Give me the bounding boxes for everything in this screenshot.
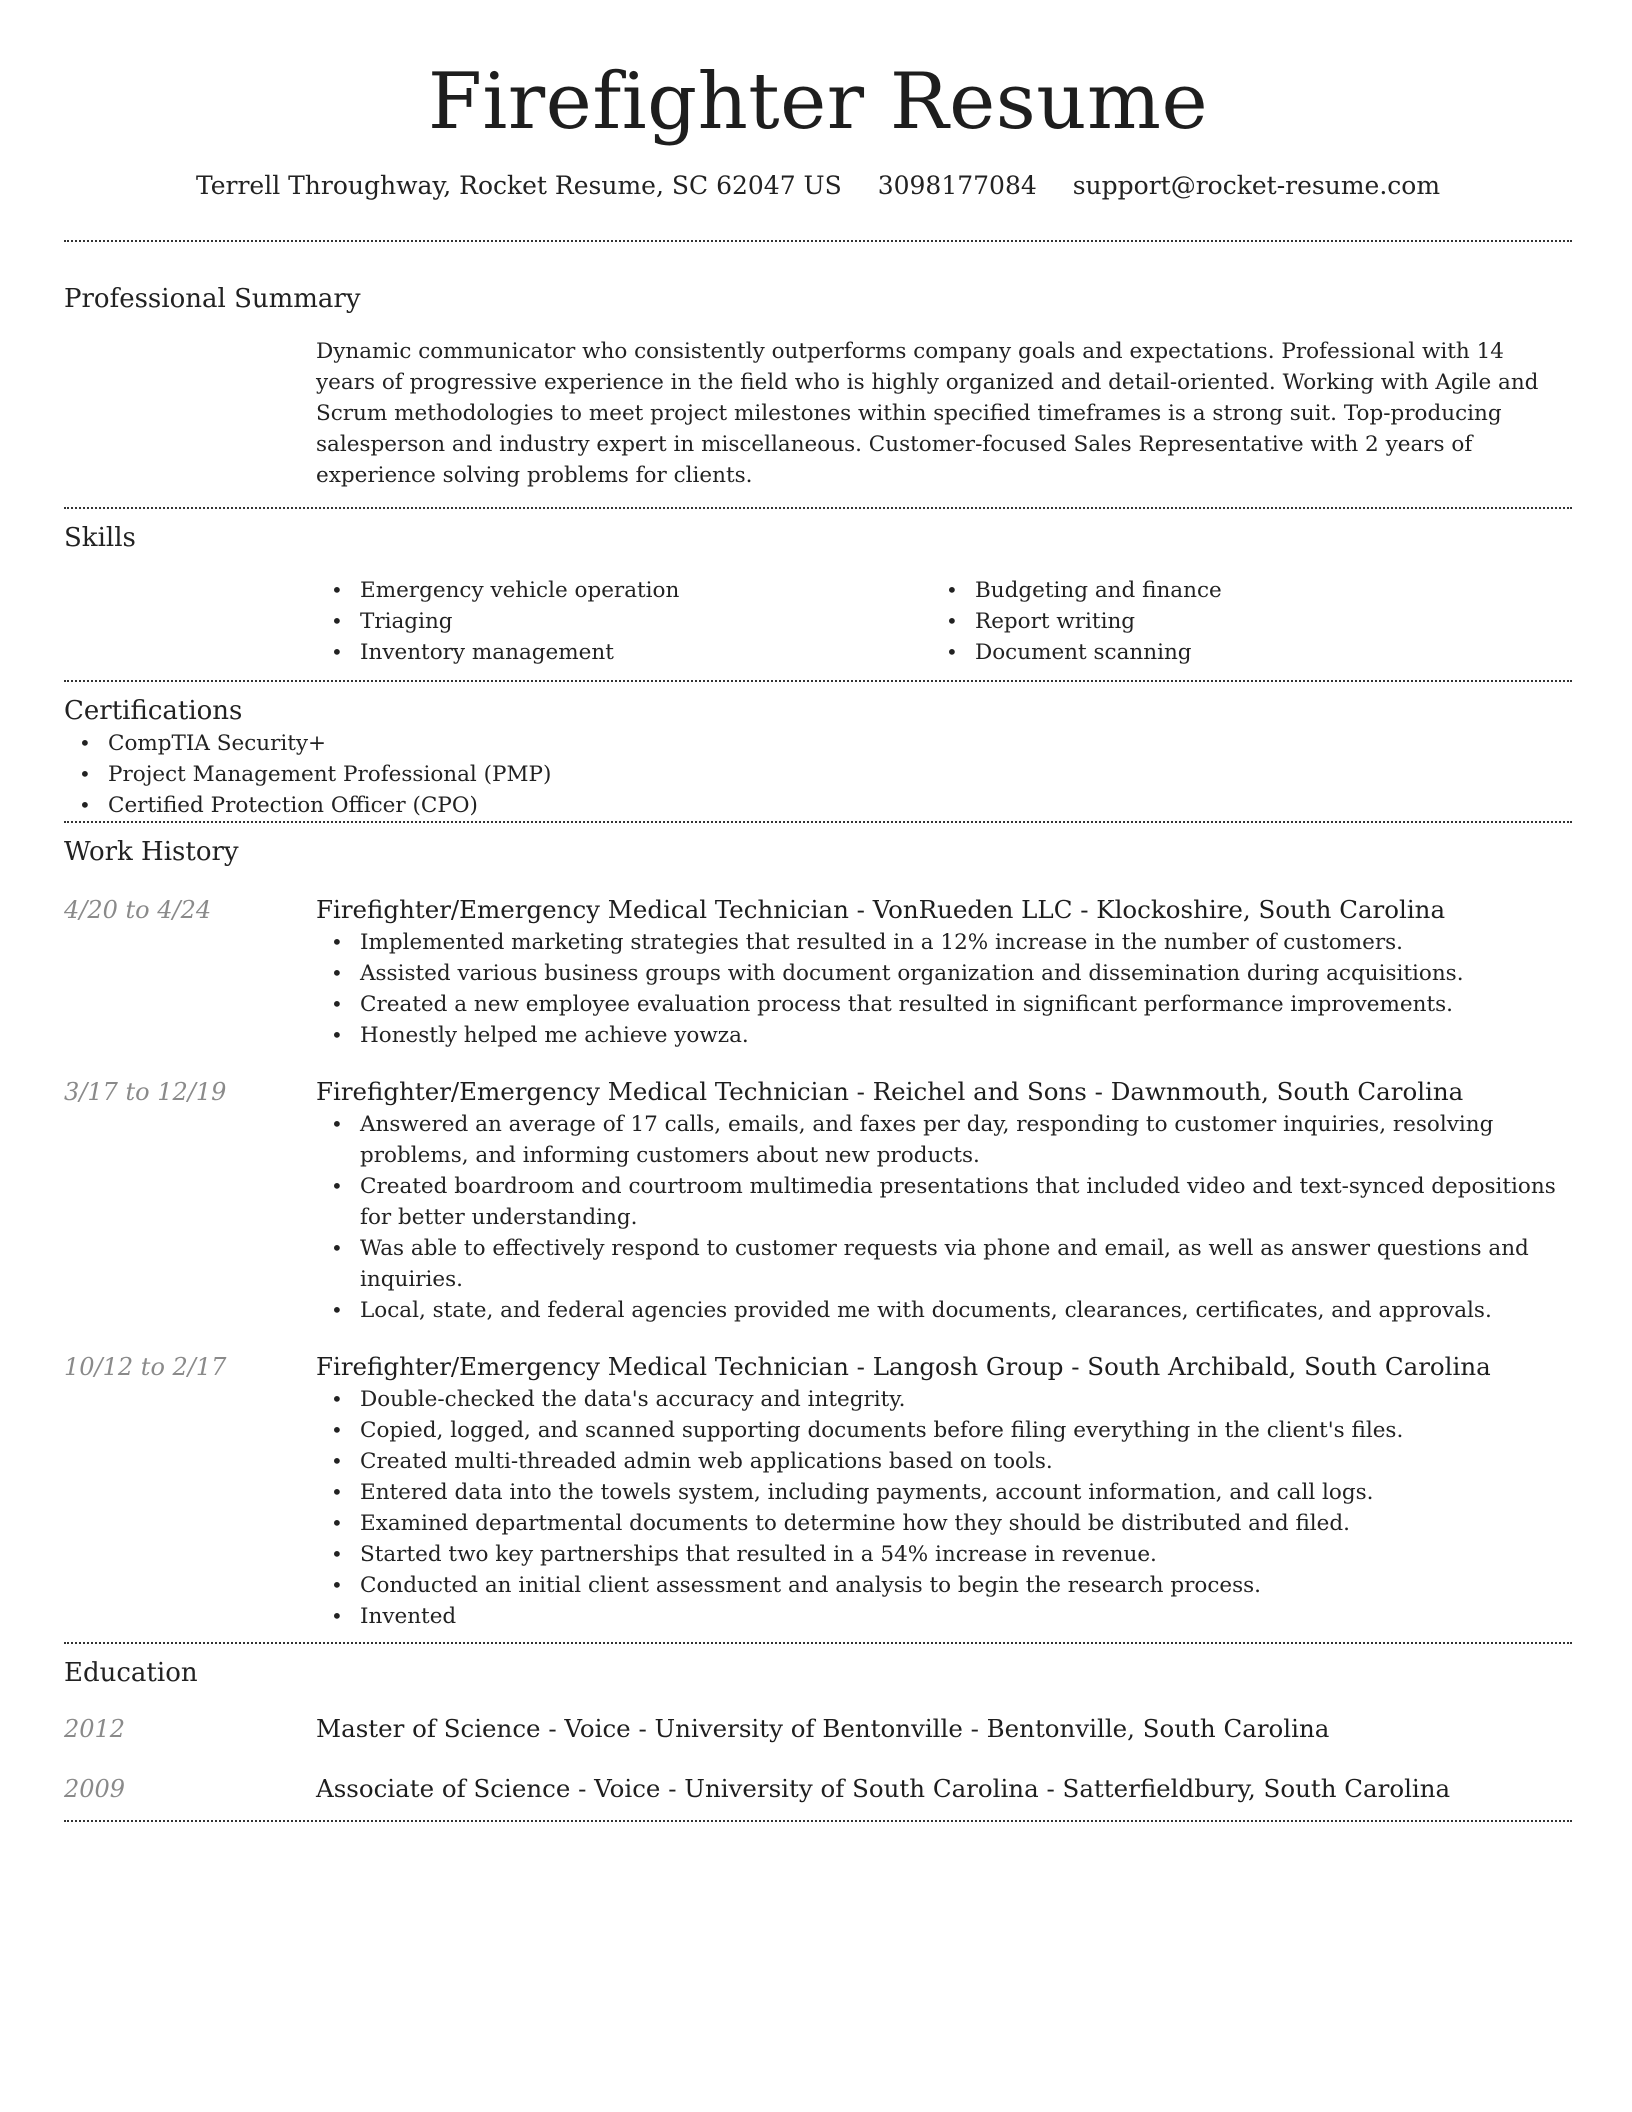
job-body (316, 1350, 1556, 1632)
section-heading: Professional Summary (64, 284, 361, 314)
work-history-section (64, 835, 1572, 1632)
resume-page (64, 0, 1572, 1822)
job-bullet: • Conducted an initial client assessment and analysis to begin the research process. (316, 1570, 1556, 1601)
summary-text: Dynamic communicator who consistently outperforms company goals and expectations. Professional with 14 years of progressive experience in the field who is highly organized and detail-oriented. Working with Agile and Scrum methodologies to meet project milestones within specified timeframes is a strong suit. Top-producing salesperson and industry expert in miscellaneous. Customer-focused Sales Representative with 2 years of experience solving problems for clients. (316, 339, 1539, 488)
resume-title: Firefighter Resume (427, 57, 1209, 147)
education-list (64, 1712, 1572, 1806)
skills-section (64, 521, 1572, 668)
skills-grid (316, 575, 1572, 668)
job-bullet: • Implemented marketing strategies that resulted in a 12% increase in the number of customers. (316, 927, 1556, 958)
job-bullet: • Answered an average of 17 calls, emails, and faxes per day, responding to customer inquiries, resolving problems, and informing customers about new products. (316, 1109, 1556, 1171)
skills-list-left (316, 575, 931, 668)
job-bullet: • Examined departmental documents to determine how they should be distributed and filed. (316, 1508, 1556, 1539)
job-bullet: • Created multi-threaded admin web applications based on tools. (316, 1446, 1556, 1477)
job-bullet: • Copied, logged, and scanned supporting documents before filing everything in the client's files. (316, 1415, 1556, 1446)
job-bullets (316, 927, 1556, 1051)
job-bullet: • Honestly helped me achieve yowza. (316, 1020, 1556, 1051)
education-year: 2012 (64, 1715, 126, 1743)
section-divider (64, 1642, 1572, 1644)
job-heading: Firefighter/Emergency Medical Technician - VonRueden LLC - Klockoshire, South Carolina (316, 895, 1446, 924)
skill-item: • Inventory management (316, 637, 931, 668)
job-entry (64, 1075, 1572, 1326)
skill-item: • Budgeting and finance (931, 575, 1546, 606)
job-body (316, 1075, 1556, 1326)
certification-item: • CompTIA Security+ (64, 728, 1572, 759)
certification-item: • Project Management Professional (PMP) (64, 759, 1572, 790)
job-heading: Firefighter/Emergency Medical Technician - Reichel and Sons - Dawnmouth, South Carolina (316, 1077, 1464, 1106)
job-bullet: • Was able to effectively respond to customer requests via phone and email, as well as answer questions and inquiries. (316, 1233, 1556, 1295)
skill-item: • Emergency vehicle operation (316, 575, 931, 606)
contact-phone: 3098177084 (877, 171, 1037, 200)
job-bullet: • Invented (316, 1601, 1556, 1632)
section-heading: Work History (64, 837, 239, 867)
section-divider (64, 507, 1572, 509)
job-dates: 10/12 to 2/17 (64, 1353, 227, 1381)
skill-item: • Report writing (931, 606, 1546, 637)
header-divider (64, 240, 1572, 242)
professional-summary-section (64, 282, 1572, 491)
section-divider (64, 1820, 1572, 1822)
education-entry (64, 1712, 1572, 1746)
job-bullet: • Started two key partnerships that resulted in a 54% increase in revenue. (316, 1539, 1556, 1570)
section-heading: Skills (64, 523, 136, 553)
job-bullet: • Assisted various business groups with document organization and dissemination during acquisitions. (316, 958, 1556, 989)
job-dates: 3/17 to 12/19 (64, 1078, 227, 1106)
section-heading: Certifications (64, 696, 243, 726)
skill-item: • Document scanning (931, 637, 1546, 668)
job-heading: Firefighter/Emergency Medical Technician - Langosh Group - South Archibald, South Carolina (316, 1352, 1491, 1381)
job-body (316, 893, 1556, 1051)
job-bullets (316, 1384, 1556, 1632)
education-degree: Master of Science - Voice - University of Bentonville - Bentonville, South Carolina (316, 1714, 1330, 1743)
skills-list-right (931, 575, 1546, 668)
education-section (64, 1656, 1572, 1806)
contact-address: Terrell Throughway, Rocket Resume, SC 62047 US (195, 171, 842, 200)
job-dates: 4/20 to 4/24 (64, 896, 212, 924)
section-heading: Education (64, 1658, 198, 1688)
section-divider (64, 821, 1572, 823)
job-entry (64, 893, 1572, 1051)
education-entry (64, 1772, 1572, 1806)
certifications-list (64, 728, 1572, 821)
job-bullet: • Local, state, and federal agencies provided me with documents, clearances, certificates, and approvals. (316, 1295, 1556, 1326)
section-divider (64, 680, 1572, 682)
job-bullet: • Created a new employee evaluation process that resulted in significant performance improvements. (316, 989, 1556, 1020)
job-bullet: • Double-checked the data's accuracy and integrity. (316, 1384, 1556, 1415)
job-entry (64, 1350, 1572, 1632)
job-bullet: • Created boardroom and courtroom multimedia presentations that included video and text-synced depositions for better understanding. (316, 1171, 1556, 1233)
skill-item: • Triaging (316, 606, 931, 637)
certification-item: • Certified Protection Officer (CPO) (64, 790, 1572, 821)
job-bullets (316, 1109, 1556, 1326)
education-year: 2009 (64, 1775, 126, 1803)
job-bullet: • Entered data into the towels system, including payments, account information, and call logs. (316, 1477, 1556, 1508)
certifications-section (64, 694, 1572, 821)
contact-email: support@rocket-resume.com (1072, 171, 1441, 200)
contact-line (64, 170, 1572, 202)
education-degree: Associate of Science - Voice - University of South Carolina - Satterfieldbury, South Carolina (316, 1774, 1451, 1803)
